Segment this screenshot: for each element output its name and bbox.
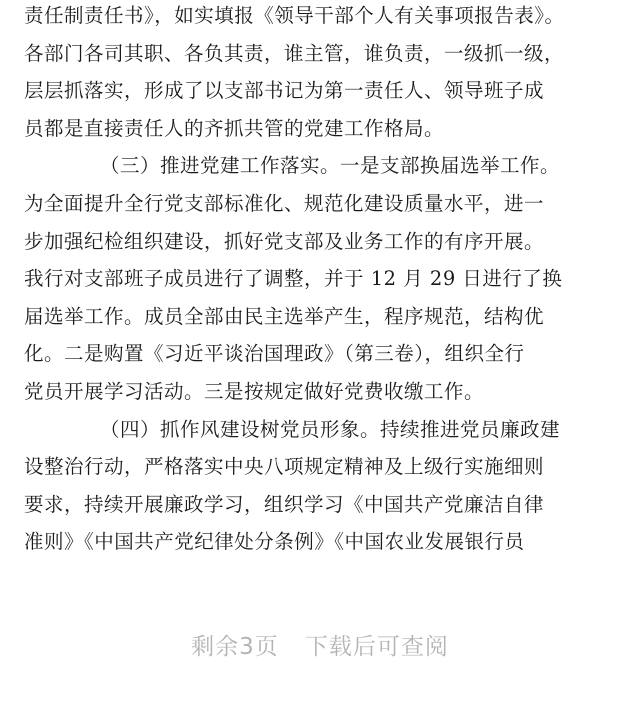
text-line: 设整治行动，严格落实中央八项规定精神及上级行实施细则 xyxy=(24,455,545,479)
section-heading-line: （四）抓作风建设树党员形象。持续推进党员廉政建 xyxy=(100,417,561,441)
text-line: 党员开展学习活动。三是按规定做好党费收缴工作。 xyxy=(24,379,485,403)
document-body xyxy=(24,0,620,561)
text-line: 责任制责任书》，如实填报《领导干部个人有关事项报告表》。 xyxy=(24,4,565,27)
text-line: 我行对支部班子成员进行了调整，并于 12 月 29 日进行了换 xyxy=(24,267,563,291)
text-line: 层层抓落实，形成了以支部书记为第一责任人、领导班子成 xyxy=(24,79,545,103)
text-line: 步加强纪检组织建设，抓好党支部及业务工作的有序开展。 xyxy=(24,229,545,253)
text-line: 化。二是购置《习近平谈治国理政》（第三卷），组织全行 xyxy=(24,342,525,366)
download-prompt-banner[interactable] xyxy=(0,628,640,661)
text-line: 届选举工作。成员全部由民主选举产生，程序规范，结构优 xyxy=(24,304,545,328)
download-to-view-text[interactable]: 下载后可查阅 xyxy=(304,634,449,660)
text-line: 准则》《中国共产党纪律处分条例》《中国农业发展银行员 xyxy=(24,530,525,554)
text-line: 为全面提升全行党支部标准化、规范化建设质量水平，进一 xyxy=(24,191,545,215)
text-line: 要求，持续开展廉政学习，组织学习《中国共产党廉洁自律 xyxy=(24,492,545,516)
text-line: 各部门各司其职、各负其责，谁主管，谁负责，一级抓一级， xyxy=(24,41,565,65)
section-heading-line: （三）推进党建工作落实。一是支部换届选举工作。 xyxy=(100,154,561,178)
text-line: 员都是直接责任人的齐抓共管的党建工作格局。 xyxy=(24,116,445,140)
remaining-pages-text[interactable]: 剩余3页 xyxy=(191,634,279,660)
